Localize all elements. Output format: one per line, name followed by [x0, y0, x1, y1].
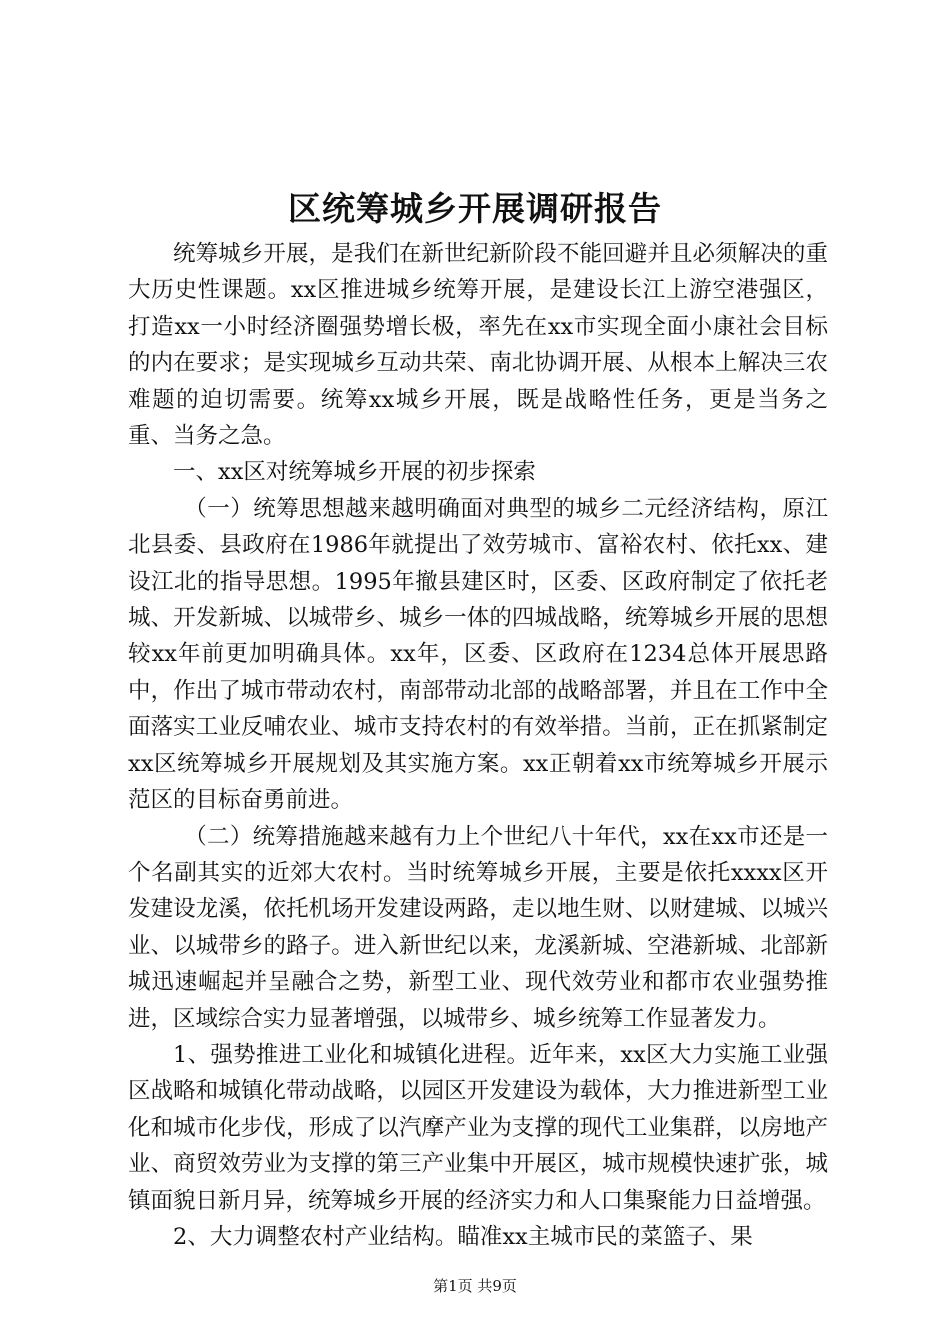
paragraph-item-1: 1、强势推进工业化和城镇化进程。近年来，xx区大力实施工业强区战略和城镇化带动战略，以园区开发建设为载体，大力推进新型工业化和城市化步伐，形成了以汽摩产业为支撑的现代工业集群，以房地产业、商贸效劳业为支撑的第三产业集中开展区，城市规模快速扩张，城镇面貌日新月异，统筹城乡开展的经济实力和人口集聚能力日益增强。: [128, 1041, 828, 1214]
paragraph-section-1: （一）统筹思想越来越明确面对典型的城乡二元经济结构，原江北县委、县政府在1986年就提出了效劳城市、富裕农村、依托xx、建设江北的指导思想。1995年撤县建区时，区委、区政府制定了依托老城、开发新城、以城带乡、城乡一体的四城战略，统筹城乡开展的思想较xx年前更加明确具体。xx年，区委、区政府在1234总体开展思路中，作出了城市带动农村，南部带动北部的战略部署，并且在工作中全面落实工业反哺农业、城市支持农村的有效举措。当前，正在抓紧制定xx区统筹城乡开展规划及其实施方案。xx正朝着xx市统筹城乡开展示范区的目标奋勇前进。: [128, 495, 828, 814]
paragraph-section-2: （二）统筹措施越来越有力上个世纪八十年代，xx在xx市还是一个名副其实的近郊大农村。当时统筹城乡开展，主要是依托xxxx区开发建设龙溪，依托机场开发建设两路，走以地生财、以财建城、以城兴业、以城带乡的路子。进入新世纪以来，龙溪新城、空港新城、北部新城迅速崛起并呈融合之势，新型工业、现代效劳业和都市农业强势推进，区域综合实力显著增强，以城带乡、城乡统筹工作显著发力。: [128, 823, 828, 1032]
paragraph-intro: 统筹城乡开展，是我们在新世纪新阶段不能回避并且必须解决的重大历史性课题。xx区推进城乡统筹开展，是建设长江上游空港强区，打造xx一小时经济圈强势增长极，率先在xx市实现全面小康社会目标的内在要求；是实现城乡互动共荣、南北协调开展、从根本上解决三农难题的迫切需要。统筹xx城乡开展，既是战略性任务，更是当务之重、当务之急。: [128, 241, 828, 450]
document-body: [128, 236, 828, 1255]
section-heading: 一、xx区对统筹城乡开展的初步探索: [173, 459, 536, 486]
document-title: 区统筹城乡开展调研报告: [288, 189, 662, 228]
page-footer: 第1页 共9页: [433, 1277, 517, 1295]
paragraph-item-2: 2、大力调整农村产业结构。瞄准xx主城市民的菜篮子、果: [173, 1223, 753, 1250]
